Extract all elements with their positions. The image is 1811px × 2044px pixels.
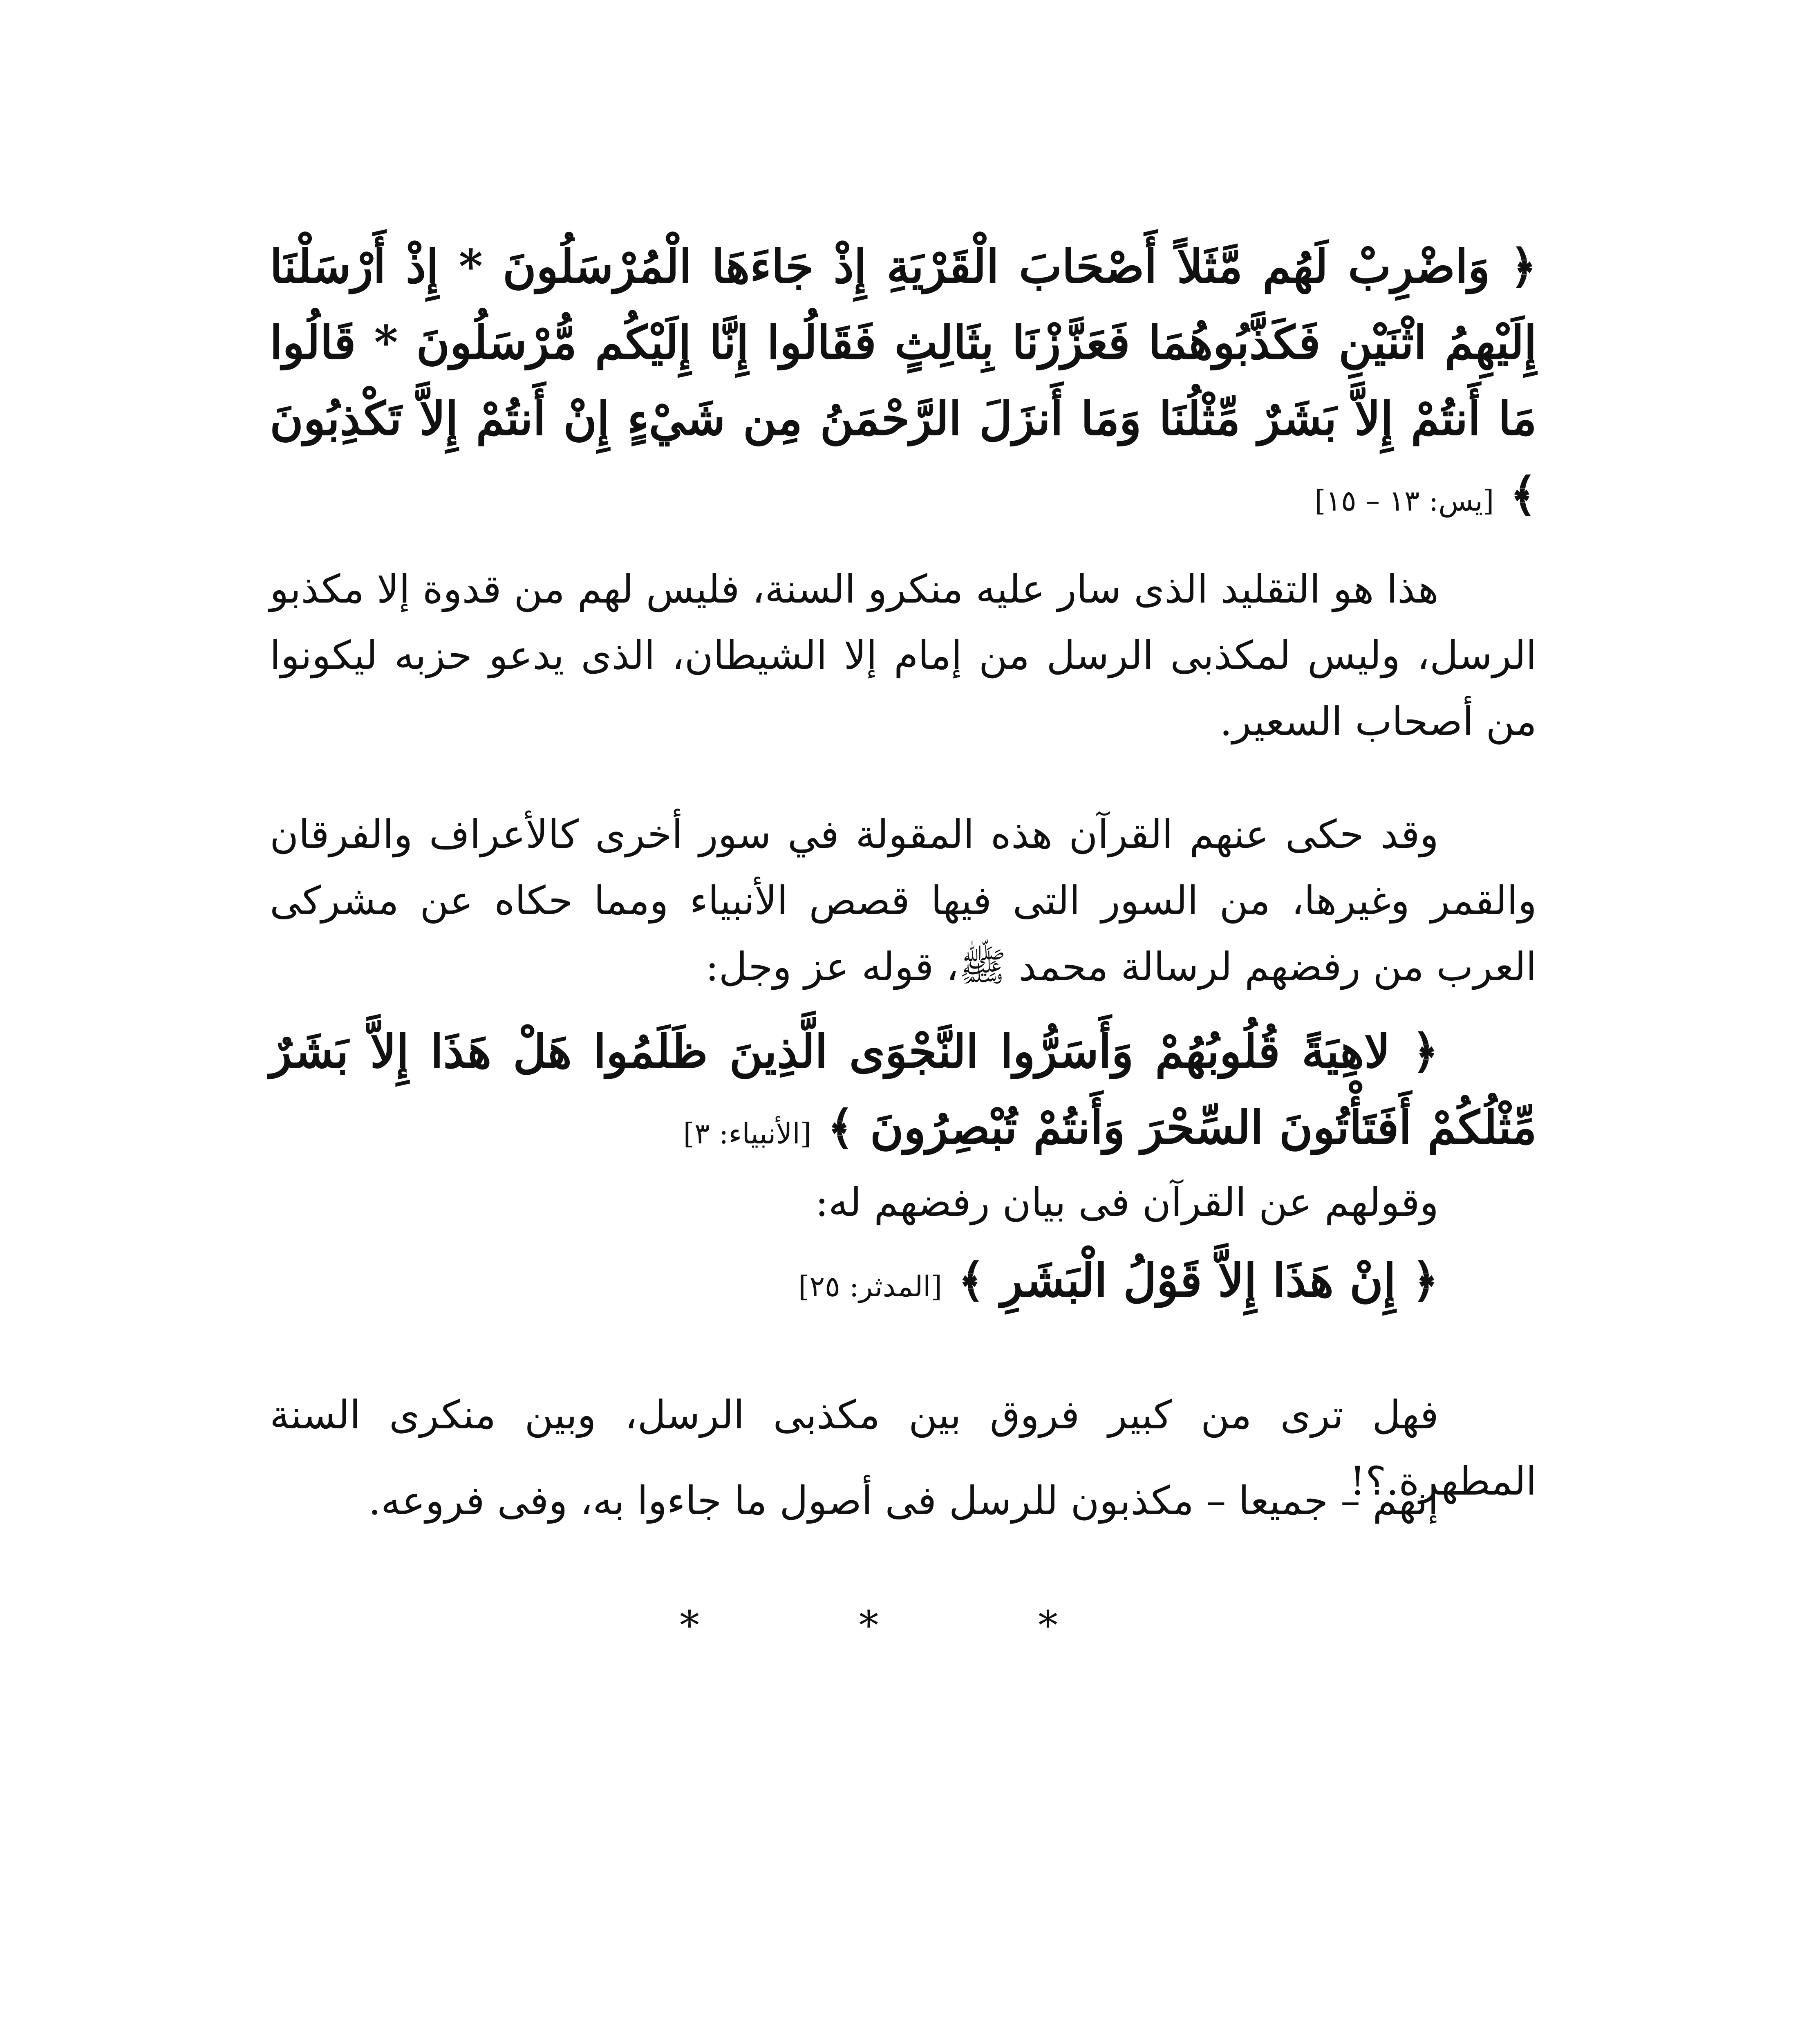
verse-close-bracket: ﴾ [1510,468,1537,522]
quran-verse-muddaththir [270,1243,1537,1325]
paragraph-question: فهل ترى من كبير فروق بين مكذبى الرسل، وبين منكرى السنة المطهرة.؟! [270,1392,1537,1504]
verse-open-bracket: ﴿ [1412,1254,1439,1307]
paragraph-quran-narration: وقد حكى عنهم القرآن هذه المقولة في سور أخرى كالأعراف والفرقان والقمر وغيرها، من السور التى فيها قصص الأنبياء ومما حكاه عن مشركى العرب من رفضهم لرسالة محمد ﷺ، قوله عز وجل: [270,811,1537,990]
quran-verse-yasin [270,229,1537,539]
verse-reference: [الأنبياء: ٣] [683,1117,812,1150]
verse-open-bracket: ﴿ [1412,1025,1439,1078]
verse-text: لاهِيَةً قُلُوبُهُمْ وَأَسَرُّوا النَّجْوَى الَّذِينَ ظَلَمُوا هَلْ هَذَا إِلاَّ بَشَرٌ مِّثْلُكُمْ أَفَتَأْتُونَ السِّحْرَ وَأَنتُمْ تُبْصِرُونَ [270,1025,1537,1154]
verse-reference: [المدثر: ٢٥] [798,1270,942,1303]
verse-text: وَاضْرِبْ لَهُم مَّثَلاً أَصْحَابَ الْقَرْيَةِ إِذْ جَاءَهَا الْمُرْسَلُونَ * إِذْ أَرْسَلْنَا إِلَيْهِمُ اثْنَيْنِ فَكَذَّبُوهُمَا فَعَزَّزْنَا بِثَالِثٍ فَقَالُوا إِنَّا إِلَيْكُم مُّرْسَلُونَ * قَالُوا مَا أَنتُمْ إِلاَّ بَشَرٌ مِّثْلُنَا وَمَا أَنزَلَ الرَّحْمَنُ مِن شَيْءٍ إِنْ أَنتُمْ إِلاَّ تَكْذِبُونَ [270,240,1537,446]
paragraph-their-saying: وقولهم عن القرآن فى بيان رفضهم له: [815,1179,1439,1225]
section-separator: * * * [679,1602,1132,1648]
paragraph-imitation: هذا هو التقليد الذى سار عليه منكرو السنة، فليس لهم من قدوة إلا مكذبو الرسل، وليس لمكذبى الرسل من إمام إلا الشيطان، الذى يدعو حزبه ليكونوا من أصحاب السعير. [270,566,1537,744]
verse-close-bracket: ﴾ [958,1254,985,1307]
verse-text: إِنْ هَذَا إِلاَّ قَوْلُ الْبَشَرِ [1001,1254,1396,1307]
verse-open-bracket: ﴿ [1510,240,1537,294]
verse-reference: [يس: ١٣ – ١٥] [1314,484,1494,518]
quran-verse-anbiya [270,1014,1537,1172]
paragraph-conclusion: إنهم – جميعا – مكذبون للرسل فى أصول ما جاءوا به، وفى فروعه. [368,1478,1439,1524]
verse-close-bracket: ﴾ [827,1101,854,1154]
